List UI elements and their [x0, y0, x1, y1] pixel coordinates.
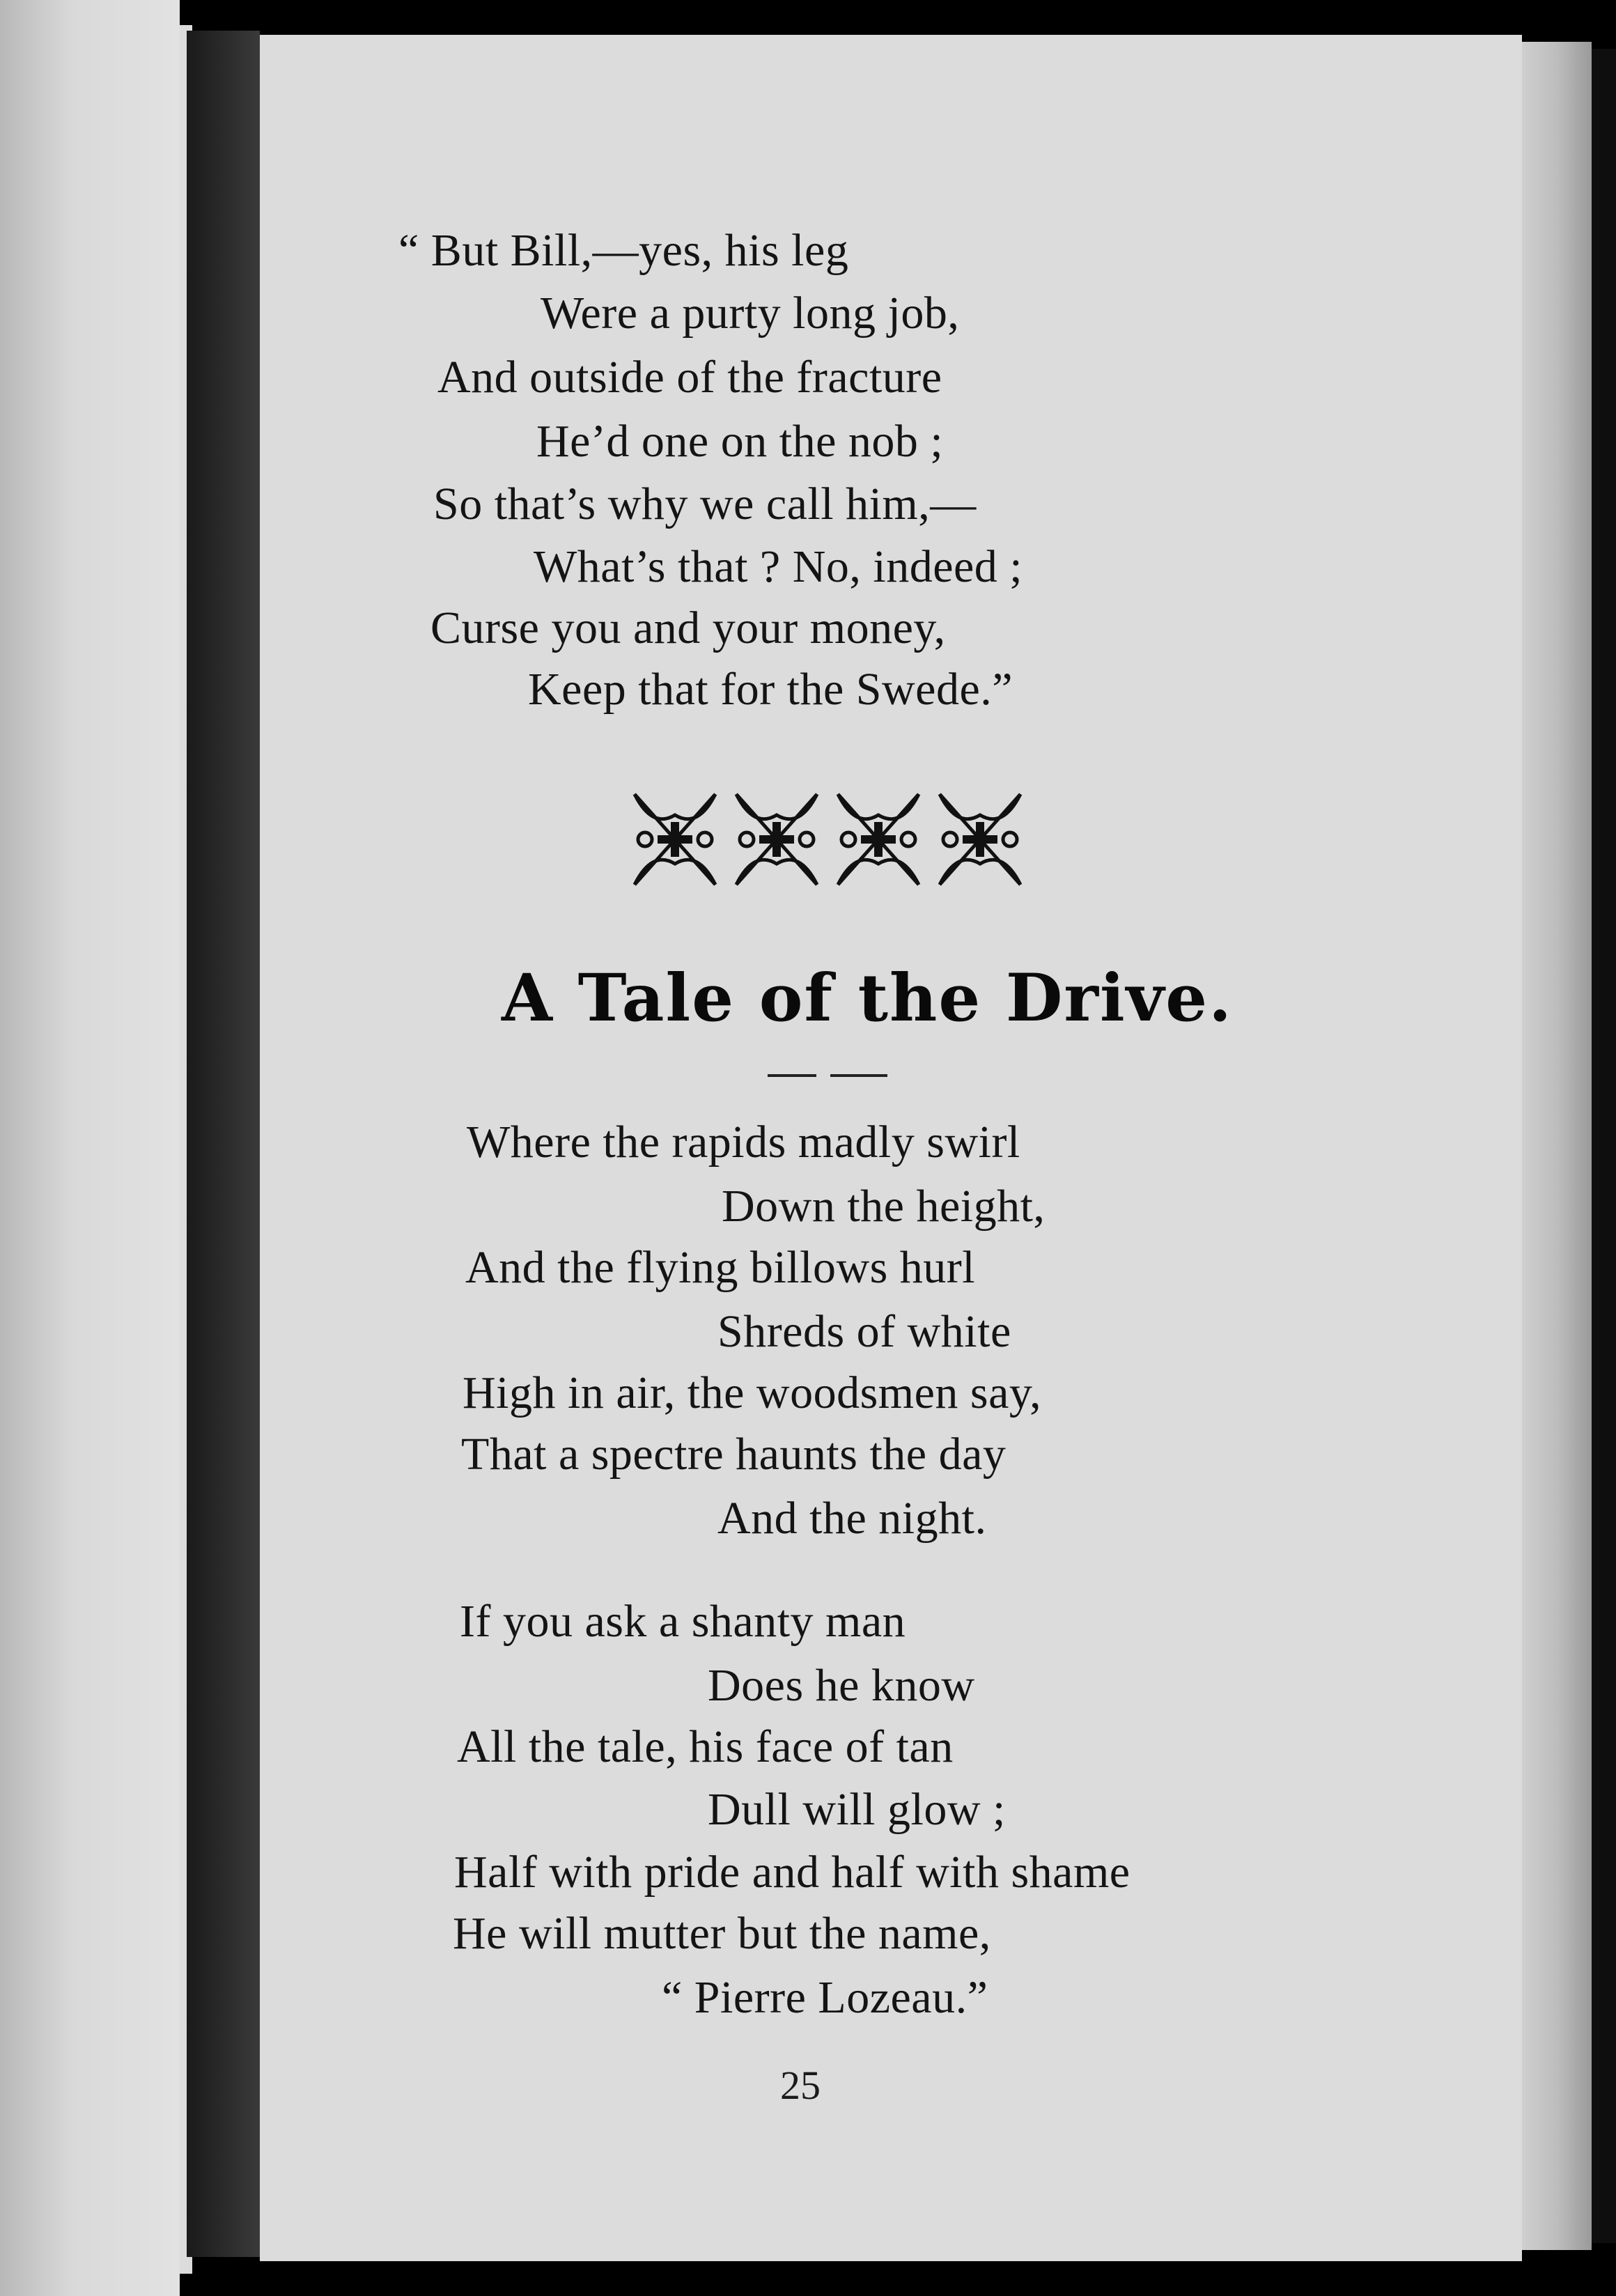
poem-line: He’d one on the nob ;: [536, 416, 944, 467]
ornament-motif: [940, 794, 1020, 885]
poem-line: “ Pierre Lozeau.”: [662, 1972, 988, 2023]
page-number: 25: [780, 2063, 821, 2108]
poem-line: Half with pride and half with shame: [454, 1847, 1131, 1898]
poem-line: All the tale, his face of tan: [457, 1721, 954, 1772]
poem-line: Down the height,: [722, 1181, 1046, 1232]
poem-line: So that’s why we call him,—: [433, 479, 977, 529]
ornament-motif: [635, 794, 715, 885]
poem-line: Where the rapids madly swirl: [467, 1117, 1020, 1168]
poem-line: High in air, the woodsmen say,: [463, 1367, 1042, 1418]
poem-line: Keep that for the Swede.”: [528, 664, 1013, 715]
page-edge: [1522, 42, 1592, 2250]
title-rule: [768, 1074, 816, 1077]
poem-line: That a spectre haunts the day: [461, 1429, 1007, 1480]
title-rule: [830, 1074, 887, 1077]
ornament-motif: [736, 794, 817, 885]
poem-line: And the flying billows hurl: [465, 1242, 976, 1293]
poem-line: Shreds of white: [717, 1306, 1011, 1357]
poem-line: Does he know: [708, 1660, 975, 1711]
poem-title: A Tale of the Drive.: [502, 960, 1233, 1037]
poem-line: Curse you and your money,: [430, 603, 946, 653]
poem-line: Dull will glow ;: [708, 1784, 1006, 1835]
poem-line: Were a purty long job,: [541, 288, 960, 339]
book-cover-edge: [1592, 49, 1616, 2243]
poem-line: “ But Bill,—yes, his leg: [398, 225, 849, 276]
ornament-divider: [624, 787, 1032, 892]
poem-line: What’s that ? No, indeed ;: [534, 541, 1023, 592]
poem-line: And the night.: [717, 1493, 987, 1544]
poem-line: If you ask a shanty man: [460, 1596, 906, 1647]
poem-line: He will mutter but the name,: [453, 1908, 991, 1959]
poem-line: And outside of the fracture: [437, 352, 942, 403]
left-page: [0, 0, 180, 2296]
ornament-motif: [838, 794, 919, 885]
book-gutter: [187, 31, 260, 2257]
